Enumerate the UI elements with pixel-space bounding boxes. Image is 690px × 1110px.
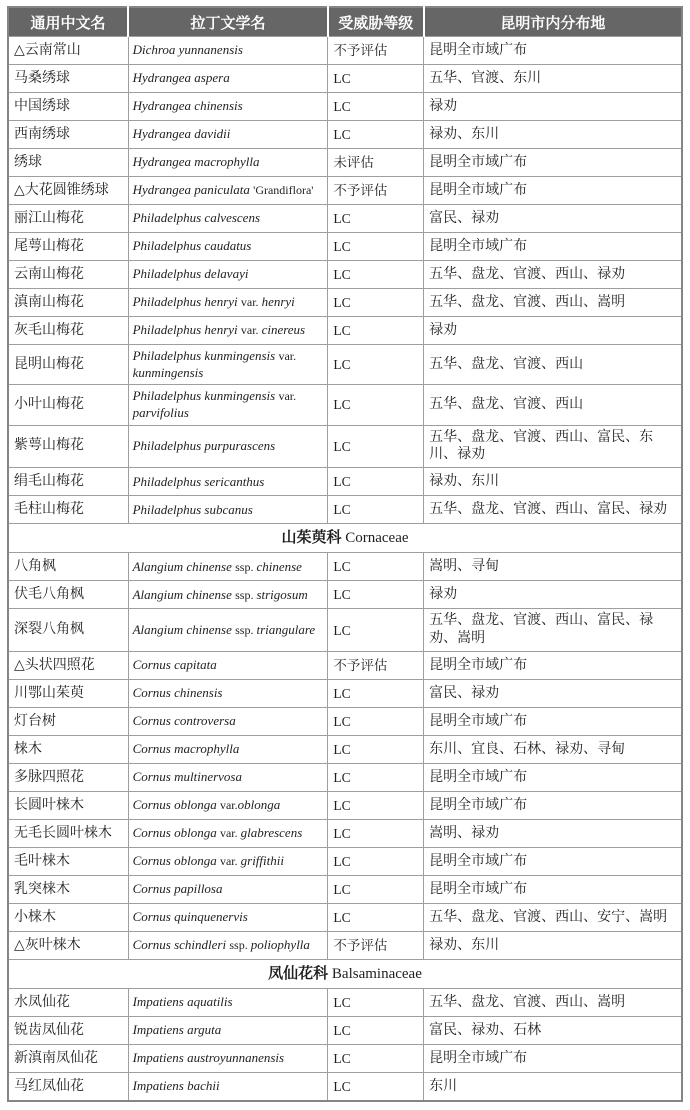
threat-status-cell: 未评估 [328,149,424,177]
latin-name-roman: var. [240,295,262,310]
latin-name-italic: henryi [261,294,295,310]
distribution-cell: 五华、盘龙、官渡、西山 [424,385,682,425]
latin-name-cell [128,1045,328,1073]
threat-status-cell: LC [328,289,424,317]
latin-name-italic: Impatiens bachii [132,1078,220,1094]
common-name-cell: 多脉四照花 [8,764,128,792]
latin-name-cell [128,609,328,652]
threat-status-cell: LC [328,792,424,820]
family-section-label [8,524,682,553]
latin-name-italic: Alangium chinense [132,586,236,602]
common-name-cell: 深裂八角枫 [8,609,128,652]
common-name-cell: 昆明山梅花 [8,345,128,385]
common-name-cell: 灯台树 [8,708,128,736]
latin-name-italic: oblonga [237,797,281,813]
latin-name-italic: Cornus schindleri [132,937,230,953]
distribution-cell: 嵩明、禄劝 [424,820,682,848]
latin-name-roman: ssp. [229,938,251,953]
latin-name-italic: Hydrangea aspera [132,70,230,86]
threat-status-cell: LC [328,708,424,736]
threat-status-cell: 不予评估 [328,932,424,960]
threat-status-cell: LC [328,496,424,524]
common-name-cell: 滇南山梅花 [8,289,128,317]
common-name-cell: 梾木 [8,736,128,764]
threat-status-cell: LC [328,820,424,848]
table-header-row [8,7,682,37]
latin-name-roman: var. [219,854,241,869]
species-row [8,425,682,468]
latin-name-italic: Cornus multinervosa [132,769,242,785]
latin-name-italic: kunmingensis [132,364,204,380]
latin-name-cell [128,65,328,93]
latin-name-cell [128,37,328,65]
threat-status-cell: LC [328,736,424,764]
latin-name-italic: Philadelphus henryi [132,322,241,338]
family-name-latin: Cornaceae [341,529,409,546]
threat-status-cell: LC [328,876,424,904]
threat-status-cell: LC [328,261,424,289]
latin-name-cell [128,581,328,609]
common-name-cell: 小叶山梅花 [8,385,128,425]
distribution-cell: 五华、盘龙、官渡、西山、安宁、嵩明 [424,904,682,932]
common-name-cell: 川鄂山茱萸 [8,680,128,708]
latin-name-cell [128,989,328,1017]
common-name-cell: △云南常山 [8,37,128,65]
common-name-cell: 新滇南凤仙花 [8,1045,128,1073]
threat-status-cell: LC [328,1045,424,1073]
distribution-cell: 昆明全市域广布 [424,708,682,736]
latin-name-cell [128,820,328,848]
distribution-cell: 东川、宜良、石林、禄劝、寻甸 [424,736,682,764]
latin-name-cell [128,317,328,345]
common-name-cell: 长圆叶梾木 [8,792,128,820]
common-name-cell: 马红凤仙花 [8,1073,128,1102]
species-row [8,989,682,1017]
threat-status-cell: LC [328,609,424,652]
distribution-cell: 昆明全市域广布 [424,233,682,261]
common-name-cell: 小梾木 [8,904,128,932]
species-row [8,609,682,652]
latin-name-italic: Hydrangea paniculata [132,182,254,198]
table-header [8,7,682,37]
threat-status-cell: LC [328,385,424,425]
latin-name-cell [128,1073,328,1102]
latin-name-italic: Hydrangea macrophylla [132,154,260,170]
latin-name-roman: 'Grandiflora' [253,183,314,198]
latin-name-italic: Philadelphus kunmingensis [132,348,279,363]
species-row [8,553,682,581]
threat-status-cell: LC [328,1073,424,1102]
latin-name-italic: Cornus controversa [132,713,236,729]
latin-name-roman: ssp. [235,622,257,637]
threat-status-cell: LC [328,904,424,932]
threat-status-cell: LC [328,1017,424,1045]
latin-name-italic: Impatiens arguta [132,1022,222,1038]
distribution-cell: 禄劝 [424,93,682,121]
species-row [8,93,682,121]
family-name-cn: 山茱萸科 [281,529,342,546]
latin-name-italic: Impatiens austroyunnanensis [132,1050,285,1066]
species-row [8,1017,682,1045]
threat-status-cell: LC [328,121,424,149]
species-row [8,581,682,609]
latin-name-roman: ssp. [235,559,257,574]
distribution-cell: 富民、禄劝、石林 [424,1017,682,1045]
species-row [8,764,682,792]
species-row [8,848,682,876]
latin-name-italic: Philadelphus sericanthus [132,473,265,489]
latin-name-italic: Cornus oblonga [132,825,220,841]
species-row [8,820,682,848]
species-row [8,37,682,65]
distribution-cell: 东川 [424,1073,682,1102]
common-name-cell: △灰叶梾木 [8,932,128,960]
latin-name-cell [128,553,328,581]
latin-name-italic: Philadelphus henryi [132,294,241,310]
species-row [8,1073,682,1102]
latin-name-italic: poliophylla [250,937,310,953]
latin-name-italic: Impatiens aquatilis [132,994,233,1010]
threat-status-cell: LC [328,848,424,876]
species-row [8,792,682,820]
threat-status-cell: 不予评估 [328,177,424,205]
species-row [8,261,682,289]
common-name-cell: 锐齿凤仙花 [8,1017,128,1045]
latin-name-cell [128,1017,328,1045]
common-name-cell: 毛叶梾木 [8,848,128,876]
latin-name-italic: Philadelphus subcanus [132,501,253,517]
latin-name-italic: Cornus papillosa [132,881,223,897]
species-row [8,932,682,960]
family-section-label [8,960,682,989]
latin-name-italic: Hydrangea chinensis [132,98,243,114]
family-section-row [8,960,682,989]
distribution-cell: 昆明全市域广布 [424,1045,682,1073]
species-row [8,652,682,680]
latin-name-cell [128,876,328,904]
threat-status-cell: LC [328,65,424,93]
species-row [8,149,682,177]
distribution-cell: 五华、盘龙、官渡、西山、嵩明 [424,989,682,1017]
distribution-cell: 富民、禄劝 [424,205,682,233]
distribution-cell: 五华、盘龙、官渡、西山、富民、禄劝、嵩明 [424,609,682,652]
common-name-cell: 灰毛山梅花 [8,317,128,345]
latin-name-cell [128,652,328,680]
latin-name-cell [128,177,328,205]
distribution-cell: 禄劝、东川 [424,468,682,496]
threat-status-cell: LC [328,233,424,261]
species-row [8,121,682,149]
species-row [8,65,682,93]
header-threat-status: 受威胁等级 [328,7,424,37]
threat-status-cell: LC [328,553,424,581]
common-name-cell: 水凤仙花 [8,989,128,1017]
latin-name-cell [128,680,328,708]
species-row [8,708,682,736]
species-row [8,317,682,345]
latin-name-italic: Cornus capitata [132,657,217,673]
threat-status-cell: LC [328,345,424,385]
species-row [8,736,682,764]
threat-status-cell: LC [328,764,424,792]
latin-name-cell [128,261,328,289]
species-row [8,496,682,524]
species-row [8,680,682,708]
common-name-cell: 紫萼山梅花 [8,425,128,468]
distribution-cell: 嵩明、寻甸 [424,553,682,581]
species-row [8,876,682,904]
species-row [8,345,682,385]
distribution-cell: 昆明全市域广布 [424,37,682,65]
latin-name-cell [128,708,328,736]
family-name-latin: Balsaminaceae [328,965,422,982]
latin-name-italic: Hydrangea davidii [132,126,231,142]
species-table-body [8,37,682,1102]
threat-status-cell: LC [328,989,424,1017]
species-row [8,468,682,496]
common-name-cell: 绣球 [8,149,128,177]
latin-name-italic: Alangium chinense [132,621,236,637]
common-name-cell: 西南绣球 [8,121,128,149]
latin-name-roman: var. [219,798,238,813]
latin-name-italic: Philadelphus caudatus [132,238,252,254]
distribution-cell: 富民、禄劝 [424,680,682,708]
common-name-cell: △大花圆锥绣球 [8,177,128,205]
latin-name-italic: Alangium chinense [132,558,236,574]
latin-name-italic: strigosum [256,586,308,602]
common-name-cell: 云南山梅花 [8,261,128,289]
latin-name-italic: glabrescens [240,825,303,841]
common-name-cell: 马桑绣球 [8,65,128,93]
latin-name-roman: var. [240,323,262,338]
species-row [8,289,682,317]
latin-name-italic: Dichroa yunnanensis [132,42,243,58]
distribution-cell: 昆明全市域广布 [424,652,682,680]
threat-status-cell: LC [328,468,424,496]
distribution-cell: 昆明全市域广布 [424,848,682,876]
distribution-cell: 五华、盘龙、官渡、西山、禄劝 [424,261,682,289]
species-row [8,177,682,205]
species-row [8,233,682,261]
latin-name-italic: chinense [256,558,302,574]
latin-name-cell [128,345,328,385]
distribution-cell: 昆明全市域广布 [424,764,682,792]
latin-name-cell [128,233,328,261]
distribution-cell: 禄劝 [424,317,682,345]
common-name-cell: 绢毛山梅花 [8,468,128,496]
header-common-name: 通用中文名 [8,7,128,37]
latin-name-cell [128,205,328,233]
distribution-cell: 禄劝、东川 [424,932,682,960]
latin-name-roman: ssp. [235,587,257,602]
latin-name-cell [128,736,328,764]
latin-name-italic: Cornus chinensis [132,685,223,701]
latin-name-cell [128,149,328,177]
latin-name-cell [128,425,328,468]
species-row [8,1045,682,1073]
distribution-cell: 五华、盘龙、官渡、西山、富民、禄劝 [424,496,682,524]
common-name-cell: 尾萼山梅花 [8,233,128,261]
latin-name-roman: var. [278,389,297,404]
latin-name-cell [128,93,328,121]
latin-name-cell [128,289,328,317]
latin-name-italic: cinereus [261,322,306,338]
threat-status-cell: LC [328,425,424,468]
latin-name-italic: Cornus oblonga [132,853,220,869]
distribution-cell: 五华、盘龙、官渡、西山 [424,345,682,385]
common-name-cell: 毛柱山梅花 [8,496,128,524]
latin-name-cell [128,496,328,524]
distribution-cell: 禄劝 [424,581,682,609]
latin-name-cell [128,792,328,820]
latin-name-italic: triangulare [256,621,316,637]
threat-status-cell: LC [328,205,424,233]
threat-status-cell: LC [328,680,424,708]
latin-name-italic: Cornus macrophylla [132,741,240,757]
latin-name-roman: var. [278,349,297,363]
species-row [8,205,682,233]
species-row [8,385,682,425]
latin-name-italic: Cornus quinquenervis [132,909,248,925]
distribution-cell: 昆明全市域广布 [424,876,682,904]
threat-status-cell: LC [328,93,424,121]
common-name-cell: 丽江山梅花 [8,205,128,233]
species-table [7,6,683,1102]
latin-name-roman: var. [219,826,241,841]
common-name-cell: △头状四照花 [8,652,128,680]
threat-status-cell: LC [328,581,424,609]
distribution-cell: 禄劝、东川 [424,121,682,149]
header-latin-name: 拉丁文学名 [128,7,328,37]
latin-name-cell [128,385,328,425]
common-name-cell: 伏毛八角枫 [8,581,128,609]
family-name-cn: 凤仙花科 [268,965,329,982]
common-name-cell: 无毛长圆叶梾木 [8,820,128,848]
distribution-cell: 五华、官渡、东川 [424,65,682,93]
latin-name-italic: Philadelphus calvescens [132,210,260,226]
latin-name-cell [128,932,328,960]
threat-status-cell: 不予评估 [328,37,424,65]
common-name-cell: 八角枫 [8,553,128,581]
common-name-cell: 中国绣球 [8,93,128,121]
distribution-cell: 昆明全市域广布 [424,177,682,205]
latin-name-italic: griffithii [240,853,284,869]
latin-name-italic: Philadelphus kunmingensis [132,388,279,404]
family-section-row [8,524,682,553]
species-row [8,904,682,932]
common-name-cell: 乳突梾木 [8,876,128,904]
latin-name-cell [128,764,328,792]
latin-name-italic: Philadelphus purpurascens [132,438,276,454]
distribution-cell: 五华、盘龙、官渡、西山、嵩明 [424,289,682,317]
latin-name-cell [128,904,328,932]
latin-name-italic: Philadelphus delavayi [132,266,249,282]
threat-status-cell: 不予评估 [328,652,424,680]
threat-status-cell: LC [328,317,424,345]
latin-name-italic: Cornus oblonga [132,797,220,813]
latin-name-italic: parvifolius [132,404,189,420]
distribution-cell: 昆明全市域广布 [424,149,682,177]
latin-name-cell [128,121,328,149]
latin-name-cell [128,848,328,876]
distribution-cell: 五华、盘龙、官渡、西山、富民、东川、禄劝 [424,425,682,468]
distribution-cell: 昆明全市域广布 [424,792,682,820]
header-distribution: 昆明市内分布地 [424,7,682,37]
latin-name-cell [128,468,328,496]
